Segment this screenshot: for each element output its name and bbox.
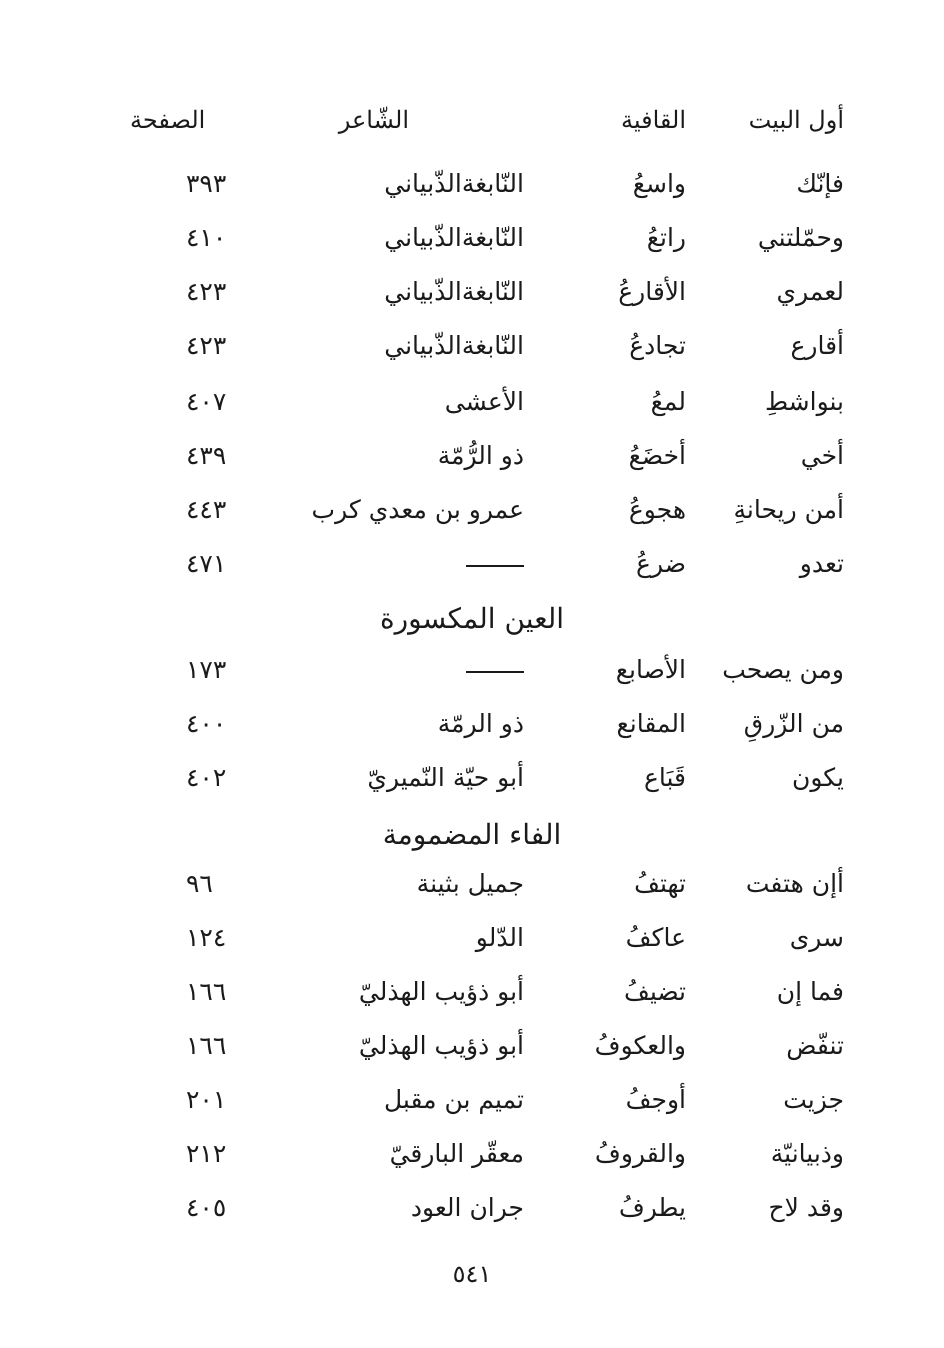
rhyme-word: قَبَاع xyxy=(643,763,686,792)
page-ref: ٤٣٩ xyxy=(186,441,227,470)
page-ref: ٩٦ xyxy=(186,869,213,898)
table-row xyxy=(0,322,944,370)
rhyme-word: والعكوفُ xyxy=(594,1031,686,1060)
table-row xyxy=(0,1130,944,1178)
poet-name: ذو الرمّة xyxy=(437,709,524,738)
table-row xyxy=(0,268,944,316)
poet-name: ذو الرُّمّة xyxy=(437,441,524,470)
first-word: تعدو xyxy=(799,549,844,578)
poet-name: النّابغةالذّبياني xyxy=(384,277,524,306)
rhyme-word: تهتفُ xyxy=(634,869,686,898)
rhyme-word: والقروفُ xyxy=(594,1139,686,1168)
first-word: وذبيانيّة xyxy=(770,1139,844,1168)
poet-name: جران العود xyxy=(410,1193,524,1222)
poet-name: الدّلو xyxy=(475,923,524,952)
page-ref: ٤١٠ xyxy=(186,223,227,252)
page-ref: ١٧٣ xyxy=(186,655,227,684)
table-row xyxy=(0,968,944,1016)
rhyme-word: ضرعُ xyxy=(636,549,686,578)
page-ref: ٤٠٧ xyxy=(186,387,227,416)
first-word: أقارع xyxy=(790,331,844,360)
rhyme-word: راتعُ xyxy=(646,223,686,252)
poet-name: معقّر البارقيّ xyxy=(389,1139,524,1168)
page-ref: ١٢٤ xyxy=(186,923,227,952)
first-word: ومن يصحب xyxy=(722,655,844,684)
header-first-word: أول البيت xyxy=(748,106,844,134)
rhyme-word: لمعُ xyxy=(650,387,686,416)
first-word: سرى xyxy=(789,923,844,952)
header-poet: الشّاعر xyxy=(338,106,409,134)
first-word: بنواشطِ xyxy=(764,387,844,416)
page-ref: ٢١٢ xyxy=(186,1139,227,1168)
header-page: الصفحة xyxy=(130,106,206,134)
first-word: تنفّض xyxy=(786,1031,844,1060)
first-word: جزيت xyxy=(783,1085,844,1114)
first-word: أإن هتفت xyxy=(745,869,844,898)
unknown-poet-dash xyxy=(466,646,524,694)
table-header xyxy=(0,96,944,144)
poet-name: النّابغةالذّبياني xyxy=(384,223,524,252)
first-word: فما إن xyxy=(776,977,844,1006)
rhyme-word: الأقارعُ xyxy=(618,277,686,306)
page-ref: ٤٢٣ xyxy=(186,331,227,360)
rhyme-word: تجادعُ xyxy=(629,331,686,360)
table-row xyxy=(0,860,944,908)
first-word: وحمّلتني xyxy=(757,223,844,252)
poet-name: النّابغةالذّبياني xyxy=(384,169,524,198)
table-row xyxy=(0,1184,944,1232)
first-word: يكون xyxy=(791,763,844,792)
table-row xyxy=(0,432,944,480)
table-row xyxy=(0,914,944,962)
rhyme-word: يطرفُ xyxy=(618,1193,686,1222)
rhyme-word: تضيفُ xyxy=(623,977,686,1006)
first-word: أمن ريحانةِ xyxy=(733,495,844,524)
table-row xyxy=(0,1022,944,1070)
rhyme-word: هجوعُ xyxy=(628,495,686,524)
table-row xyxy=(0,160,944,208)
table-row xyxy=(0,540,944,588)
table-row xyxy=(0,754,944,802)
poet-name: النّابغةالذّبياني xyxy=(384,331,524,360)
poet-name: عمرو بن معدي كرب xyxy=(311,495,524,524)
poet-name: أبو ذؤيب الهذليّ xyxy=(358,1031,524,1060)
poet-name: تميم بن مقبل xyxy=(384,1085,524,1114)
poet-name: جميل بثينة xyxy=(416,869,524,898)
table-row xyxy=(0,700,944,748)
page-ref: ٤٠٢ xyxy=(186,763,227,792)
page-ref: ١٦٦ xyxy=(186,977,227,1006)
first-word: لعمري xyxy=(776,277,844,306)
poet-name: أبو حيّة النّميريّ xyxy=(367,763,524,792)
poet-name: أبو ذؤيب الهذليّ xyxy=(358,977,524,1006)
table-row xyxy=(0,486,944,534)
first-word: من الزّرقِ xyxy=(743,709,844,738)
poet-name: الأعشى xyxy=(444,387,524,416)
first-word: وقد لاح xyxy=(768,1193,844,1222)
rhyme-word: أخضَعُ xyxy=(628,441,686,470)
table-row xyxy=(0,646,944,694)
table-row xyxy=(0,378,944,426)
rhyme-word: المقانع xyxy=(616,709,686,738)
page-ref: ٤٧١ xyxy=(186,549,227,578)
rhyme-word: أوجفُ xyxy=(625,1085,686,1114)
page-ref: ٢٠١ xyxy=(186,1085,227,1114)
page-ref: ٤٢٣ xyxy=(186,277,227,306)
page-number: ٥٤١ xyxy=(452,1260,492,1288)
page-ref: ٣٩٣ xyxy=(186,169,227,198)
rhyme-word: الأصابع xyxy=(615,655,686,684)
page-ref: ٤٤٣ xyxy=(186,495,227,524)
rhyme-word: عاكفُ xyxy=(625,923,686,952)
table-row xyxy=(0,1076,944,1124)
unknown-poet-dash xyxy=(466,540,524,588)
table-row xyxy=(0,214,944,262)
header-rhyme: القافية xyxy=(620,106,686,134)
first-word: فإنّك xyxy=(796,169,844,198)
section-title-ain-maksura: العين المكسورة xyxy=(379,602,565,635)
rhyme-word: واسعُ xyxy=(632,169,686,198)
first-word: أخي xyxy=(800,441,844,470)
page-ref: ١٦٦ xyxy=(186,1031,227,1060)
page-ref: ٤٠٥ xyxy=(186,1193,227,1222)
page-ref: ٤٠٠ xyxy=(186,709,227,738)
section-title-fa-madmuma: الفاء المضمومة xyxy=(382,818,562,851)
